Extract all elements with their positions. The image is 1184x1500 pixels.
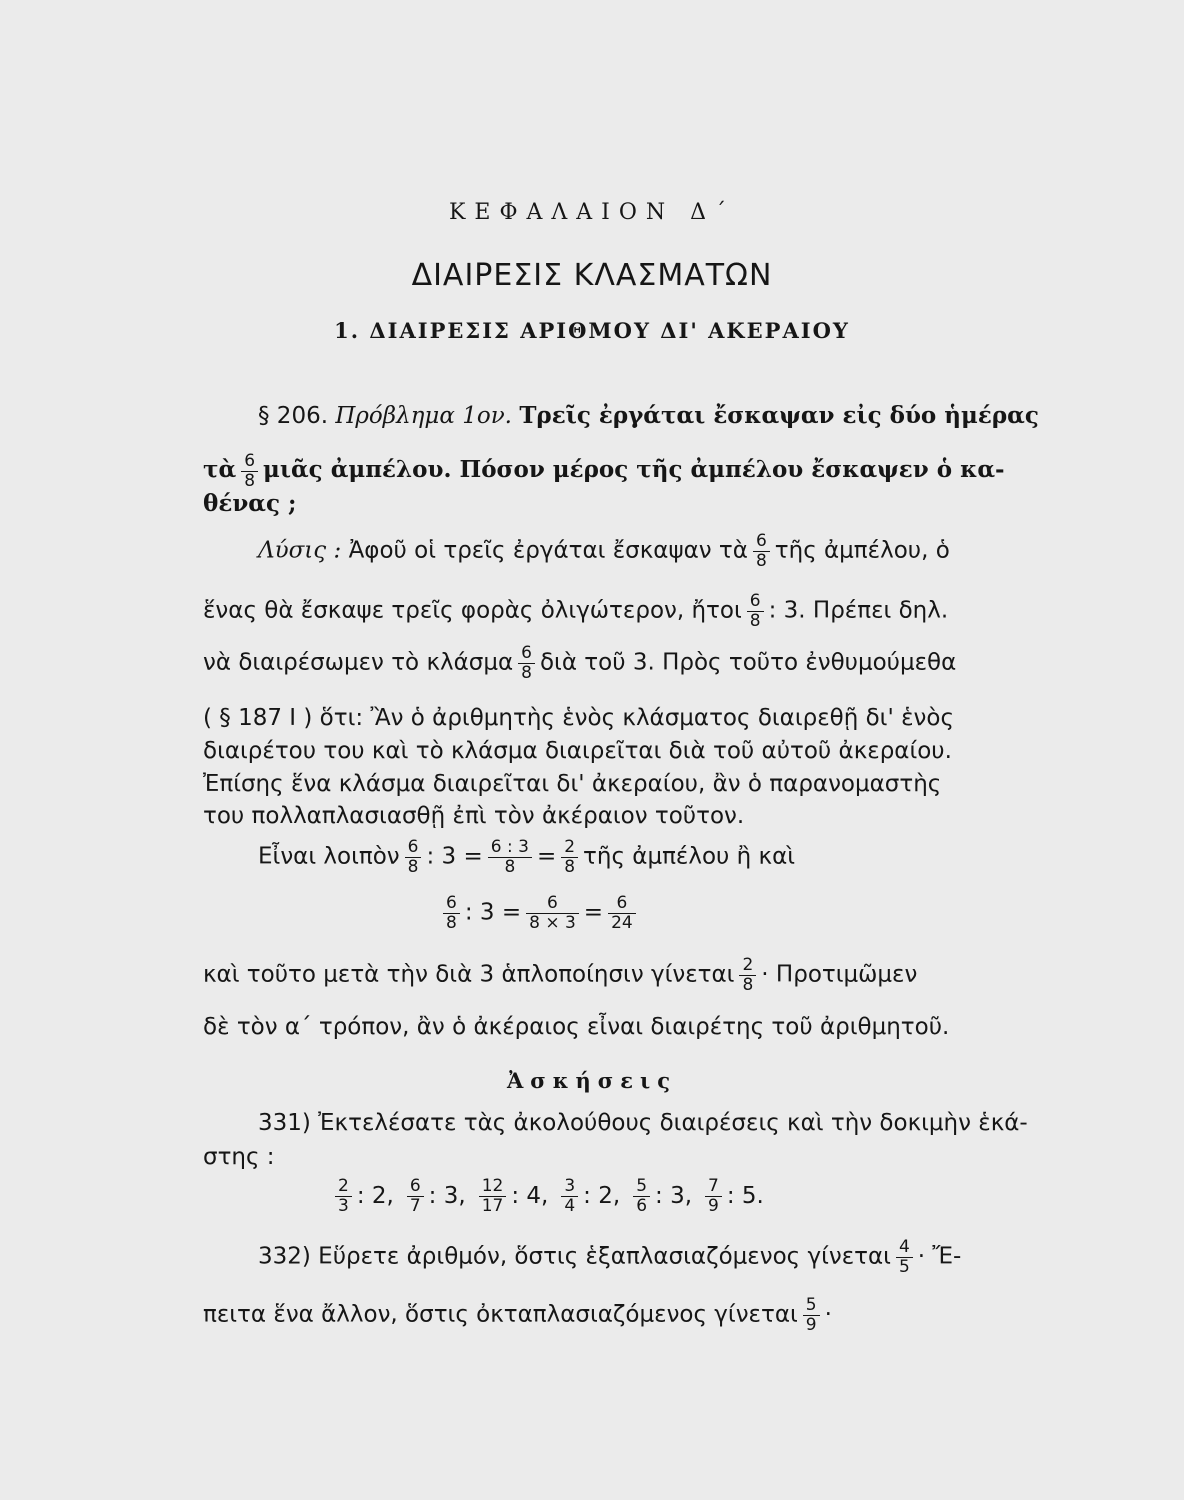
problem-label: Πρόβλημα 1ον. (335, 403, 512, 429)
solution-line-7: του πολλαπλασιασθῇ ἐπὶ τὸν ἀκέραιον τοῦτον. (203, 803, 745, 829)
fraction: $\frac{3}{4}$ (561, 1177, 578, 1215)
problem-line-1 (258, 402, 1039, 429)
exercise-332-line-1: 332) Εὕρετε ἀριθμόν, ὅστις ἑξαπλασιαζόμενος γίνεται $\frac{4}{5}$ · Ἔ- (258, 1237, 962, 1277)
fraction: $\frac{6}{8}$ (405, 838, 422, 876)
solution-line-8: καὶ τοῦτο μετὰ τὴν διὰ 3 ἁπλοποίησιν γίνεται $\frac{2}{8}$ · Προτιμῶμεν (203, 955, 918, 995)
exercise-divisor: : 5. (726, 1182, 764, 1209)
exercise-divisor: : 3, (428, 1182, 466, 1209)
equation-2: $\frac{6}{8}$ : 3 = $\frac{6}{8 \times 3}$ = $\frac{6}{24}$ (438, 894, 641, 932)
solution-line-4: ( § 187 Ι ) ὅτι: Ἂν ὁ ἀριθμητὴς ἑνὸς κλάσματος διαιρεθῇ δι' ἑνὸς (203, 705, 954, 731)
fraction: $\frac{6}{8 \times 3}$ (526, 894, 579, 932)
fraction: $\frac{6}{7}$ (407, 1177, 424, 1215)
fraction: $\frac{7}{9}$ (705, 1177, 722, 1215)
fraction: $\frac{6}{8}$ (753, 532, 770, 570)
chapter-title: ΔΙΑΙΡΕΣΙΣ ΚΛΑΣΜΑΤΩΝ (411, 258, 773, 293)
fraction: $\frac{2}{8}$ (739, 956, 756, 994)
solution-line-6: Ἐπίσης ἕνα κλάσμα διαιρεῖται δι' ἀκεραίου, ἂν ὁ παρανομαστὴς (203, 771, 942, 797)
fraction: $\frac{4}{5}$ (896, 1238, 913, 1276)
solution-line-3: νὰ διαιρέσωμεν τὸ κλάσμα $\frac{6}{8}$ διὰ τοῦ 3. Πρὸς τοῦτο ἐνθυμούμεθα (203, 643, 957, 683)
exercise-divisor: : 4, (511, 1182, 549, 1209)
problem-line-3: θένας ; (203, 490, 297, 517)
fraction: $\frac{2}{3}$ (335, 1177, 352, 1215)
fraction: $\frac{2}{8}$ (561, 838, 578, 876)
exercise-331-line-2: στης : (203, 1144, 275, 1170)
fraction: $\frac{12}{17}$ (479, 1177, 507, 1215)
exercise-divisor: : 2, (356, 1182, 394, 1209)
exercises-heading: Ἀσκήσεις (507, 1068, 677, 1093)
problem-line-2: τὰ $\frac{6}{8}$ μιᾶς ἀμπέλου. Πόσον μέρος τῆς ἀμπέλου ἔσκαψεν ὁ κα- (203, 451, 1005, 491)
paragraph-number: § 206. (258, 403, 329, 429)
solution-label: Λύσις : (258, 537, 342, 564)
fraction: $\frac{5}{9}$ (803, 1296, 820, 1334)
exercise-divisor: : 2, (583, 1182, 621, 1209)
fraction: $\frac{6}{8}$ (518, 644, 535, 682)
fraction: $\frac{5}{6}$ (633, 1177, 650, 1215)
exercise-divisor: : 3, (655, 1182, 693, 1209)
problem-text: Τρεῖς ἐργάται ἔσκαψαν εἰς δύο ἡμέρας (519, 402, 1039, 429)
fraction: $\frac{6}{24}$ (608, 894, 636, 932)
fraction: $\frac{6}{8}$ (241, 452, 258, 490)
exercise-331-list (330, 1177, 772, 1215)
chapter-heading: ΚΕΦΑΛΑΙΟΝ Δ΄ (448, 200, 736, 225)
exercise-332-line-2: πειτα ἕνα ἄλλον, ὅστις ὀκταπλασιαζόμενος γίνεται $\frac{5}{9}$ · (203, 1295, 832, 1335)
exercise-331-line-1: 331) Ἐκτελέσατε τὰς ἀκολούθους διαιρέσεις καὶ τὴν δοκιμὴν ἑκά- (258, 1110, 1028, 1136)
fraction: $\frac{6 : 3}{8}$ (488, 838, 532, 876)
solution-line-9: δὲ τὸν α΄ τρόπον, ἂν ὁ ἀκέραιος εἶναι διαιρέτης τοῦ ἀριθμητοῦ. (203, 1014, 950, 1040)
solution-line-5: διαιρέτου του καὶ τὸ κλάσμα διαιρεῖται διὰ τοῦ αὐτοῦ ἀκεραίου. (203, 738, 952, 764)
fraction: $\frac{6}{8}$ (443, 894, 460, 932)
equation-1: Εἶναι λοιπὸν $\frac{6}{8}$ : 3 = $\frac{6 : 3}{8}$ = $\frac{2}{8}$ τῆς ἀμπέλου ἢ καὶ (258, 837, 796, 877)
solution-line-2: ἕνας θὰ ἔσκαψε τρεῖς φορὰς ὀλιγώτερον, ἤτοι $\frac{6}{8}$ : 3. Πρέπει δηλ. (203, 591, 949, 631)
solution-line-1: Λύσις : Ἀφοῦ οἱ τρεῖς ἐργάται ἔσκαψαν τὰ $\frac{6}{8}$ τῆς ἀμπέλου, ὁ (258, 531, 950, 571)
fraction: $\frac{6}{8}$ (747, 592, 764, 630)
section-heading: 1. ΔΙΑΙΡΕΣΙΣ ΑΡΙΘΜΟΥ ΔΙ' ΑΚΕΡΑΙΟΥ (334, 318, 850, 343)
